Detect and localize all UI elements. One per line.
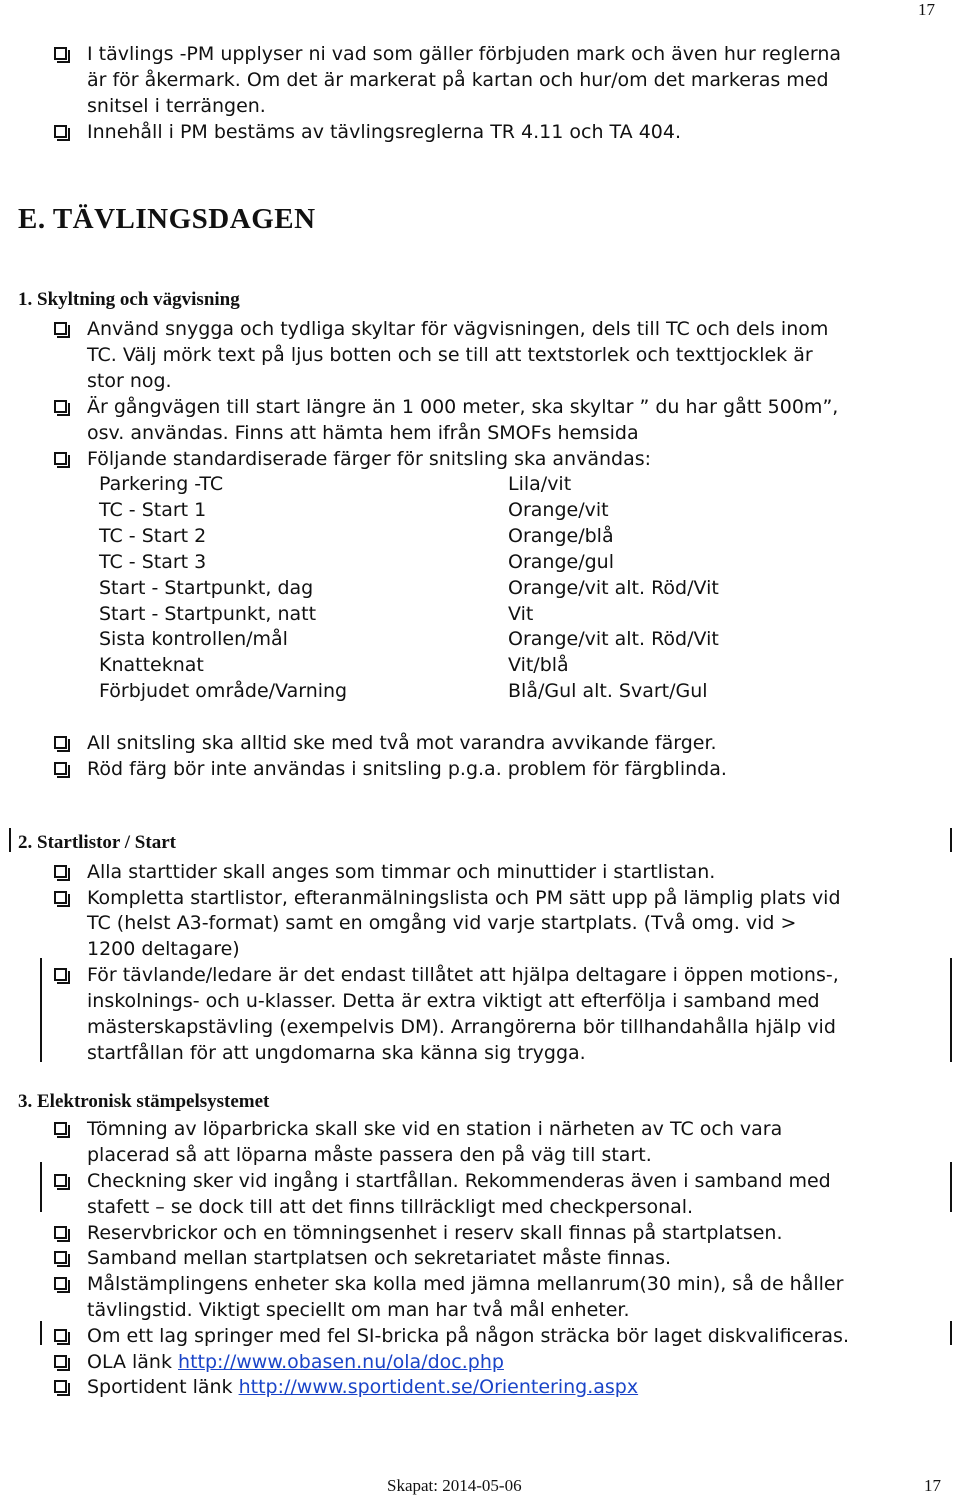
s3-bullet-4: Samband mellan startplatsen och sekretariatet måste finnas.: [87, 1247, 672, 1269]
color-table-row-label: Start - Startpunkt, dag: [99, 577, 314, 599]
s1-bullet-2-line-2: osv. användas. Finns att hämta hem ifrån SMOFs hemsida: [87, 422, 639, 444]
s3-bullet-3: Reservbrickor och en tömningsenhet i reserv skall finnas på startplatsen.: [87, 1222, 783, 1244]
checkbox-icon: [54, 1380, 67, 1393]
s3-bullet-1-line-1: Tömning av löparbricka skall ske vid en station i närheten av TC och vara: [87, 1118, 783, 1140]
s3-bullet-1-line-2: placerad så att löparna måste passera den på väg till start.: [87, 1144, 652, 1166]
footer-page-number: 17: [924, 1476, 941, 1495]
change-bar: [950, 828, 952, 852]
checkbox-icon: [54, 1277, 67, 1290]
checkbox-icon: [54, 1122, 67, 1135]
change-bar: [950, 1321, 952, 1345]
intro-bullet-2: Innehåll i PM bestäms av tävlingsreglerna TR 4.11 och TA 404.: [87, 121, 682, 143]
ola-link-line: [87, 1349, 504, 1375]
section-e-heading: E. TÄVLINGSDAGEN: [18, 203, 316, 235]
checkbox-icon: [54, 1251, 67, 1264]
s3-bullet-2-line-1: Checkning sker vid ingång i startfållan. Rekommenderas även i samband med: [87, 1170, 831, 1192]
s3-bullet-2-line-2: stafett – se dock till att det finns tillräckligt med checkpersonal.: [87, 1196, 694, 1218]
checkbox-icon: [54, 125, 67, 138]
change-bar: [9, 828, 11, 852]
s1-bullet-2-line-1: Är gångvägen till start längre än 1 000 meter, ska skyltar ” du har gått 500m”,: [87, 396, 839, 418]
checkbox-icon: [54, 1174, 67, 1187]
s1-after-bullet-2: Röd färg bör inte användas i snitsling p.g.a. problem för färgblinda.: [87, 758, 727, 780]
checkbox-icon: [54, 736, 67, 749]
checkbox-icon: [54, 968, 67, 981]
checkbox-icon: [54, 400, 67, 413]
intro-bullet-1-line-3: snitsel i terrängen.: [87, 95, 266, 117]
change-bar: [950, 958, 952, 1062]
checkbox-icon: [54, 452, 67, 465]
s3-bullet-5-line-2: tävlingstid. Viktigt speciellt om man har två mål enheter.: [87, 1299, 630, 1321]
color-table-row-color: Orange/vit: [508, 499, 609, 521]
color-table-row-label: TC - Start 1: [99, 499, 207, 521]
color-table-row-label: Sista kontrollen/mål: [99, 628, 288, 650]
s1-bullet-3: Följande standardiserade färger för snitsling ska användas:: [87, 448, 652, 470]
s2-bullet-3-line-1: För tävlande/ledare är det endast tillåtet att hjälpa deltagare i öppen motions-,: [87, 964, 839, 986]
intro-bullet-1-line-2: är för åkermark. Om det är markerat på kartan och hur/om det markeras med: [87, 69, 829, 91]
s2-bullet-3-line-2: inskolnings- och u-klasser. Detta är extra viktigt att efterfölja i samband med: [87, 990, 820, 1012]
sportident-link-line: [87, 1374, 638, 1400]
s2-bullet-2-line-2: TC (helst A3-format) samt en omgång vid varje startplats. (Två omg. vid >: [87, 912, 797, 934]
color-table-row-color: Vit: [508, 603, 534, 625]
checkbox-icon: [54, 1226, 67, 1239]
s2-bullet-3-line-4: startfållan för att ungdomarna ska känna sig trygga.: [87, 1042, 586, 1064]
s1-bullet-1-line-3: stor nog.: [87, 370, 172, 392]
checkbox-icon: [54, 47, 67, 60]
section-1-heading: 1. Skyltning och vägvisning: [18, 289, 240, 310]
ola-link-label: OLA länk: [87, 1351, 172, 1373]
s1-after-bullet-1: All snitsling ska alltid ske med två mot varandra avvikande färger.: [87, 732, 717, 754]
s1-bullet-1-line-1: Använd snygga och tydliga skyltar för vägvisningen, dels till TC och dels inom: [87, 318, 829, 340]
ola-link[interactable]: http://www.obasen.nu/ola/doc.php: [178, 1351, 504, 1373]
section-3-heading: 3. Elektronisk stämpelsystemet: [18, 1091, 270, 1112]
change-bar: [950, 1162, 952, 1212]
color-table-row-color: Blå/Gul alt. Svart/Gul: [508, 680, 708, 702]
footer-created-date: Skapat: 2014-05-06: [387, 1476, 522, 1495]
s3-bullet-5-line-1: Målstämplingens enheter ska kolla med jämna mellanrum(30 min), så de håller: [87, 1273, 844, 1295]
color-table-row-color: Vit/blå: [508, 654, 569, 676]
change-bar: [40, 1321, 42, 1345]
color-table-row-color: Orange/vit alt. Röd/Vit: [508, 577, 719, 599]
change-bar: [40, 958, 42, 1062]
color-table-row-color: Lila/vit: [508, 473, 572, 495]
color-table-row-color: Orange/blå: [508, 525, 614, 547]
s2-bullet-2-line-1: Kompletta startlistor, efteranmälningslista och PM sätt upp på lämplig plats vid: [87, 887, 841, 909]
color-table-row-label: Parkering -TC: [99, 473, 224, 495]
color-table-row-color: Orange/vit alt. Röd/Vit: [508, 628, 719, 650]
sportident-link-label: Sportident länk: [87, 1376, 233, 1398]
color-table-row-label: Start - Startpunkt, natt: [99, 603, 317, 625]
s3-bullet-6: Om ett lag springer med fel SI-bricka på någon sträcka bör laget diskvalificeras.: [87, 1325, 849, 1347]
s1-bullet-1-line-2: TC. Välj mörk text på ljus botten och se till att textstorlek och texttjocklek är: [87, 344, 813, 366]
s2-bullet-1: Alla starttider skall anges som timmar och minuttider i startlistan.: [87, 861, 716, 883]
checkbox-icon: [54, 1329, 67, 1342]
intro-bullet-1-line-1: I tävlings -PM upplyser ni vad som gäller förbjuden mark och även hur reglerna: [87, 43, 842, 65]
change-bar: [40, 1162, 42, 1212]
header-page-number: 17: [918, 0, 935, 19]
color-table-row-label: TC - Start 3: [99, 551, 207, 573]
s2-bullet-2-line-3: 1200 deltagare): [87, 938, 240, 960]
color-table-row-label: Knatteknat: [99, 654, 204, 676]
sportident-link[interactable]: http://www.sportident.se/Orientering.aspx: [238, 1376, 639, 1398]
checkbox-icon: [54, 1355, 67, 1368]
checkbox-icon: [54, 762, 67, 775]
color-table-row-label: Förbjudet område/Varning: [99, 680, 348, 702]
checkbox-icon: [54, 865, 67, 878]
section-2-heading: 2. Startlistor / Start: [18, 832, 176, 853]
color-table-row-color: Orange/gul: [508, 551, 614, 573]
checkbox-icon: [54, 322, 67, 335]
checkbox-icon: [54, 891, 67, 904]
color-table-row-label: TC - Start 2: [99, 525, 207, 547]
s2-bullet-3-line-3: mästerskapstävling (exempelvis DM). Arrangörerna bör tillhandahålla hjälp vid: [87, 1016, 836, 1038]
